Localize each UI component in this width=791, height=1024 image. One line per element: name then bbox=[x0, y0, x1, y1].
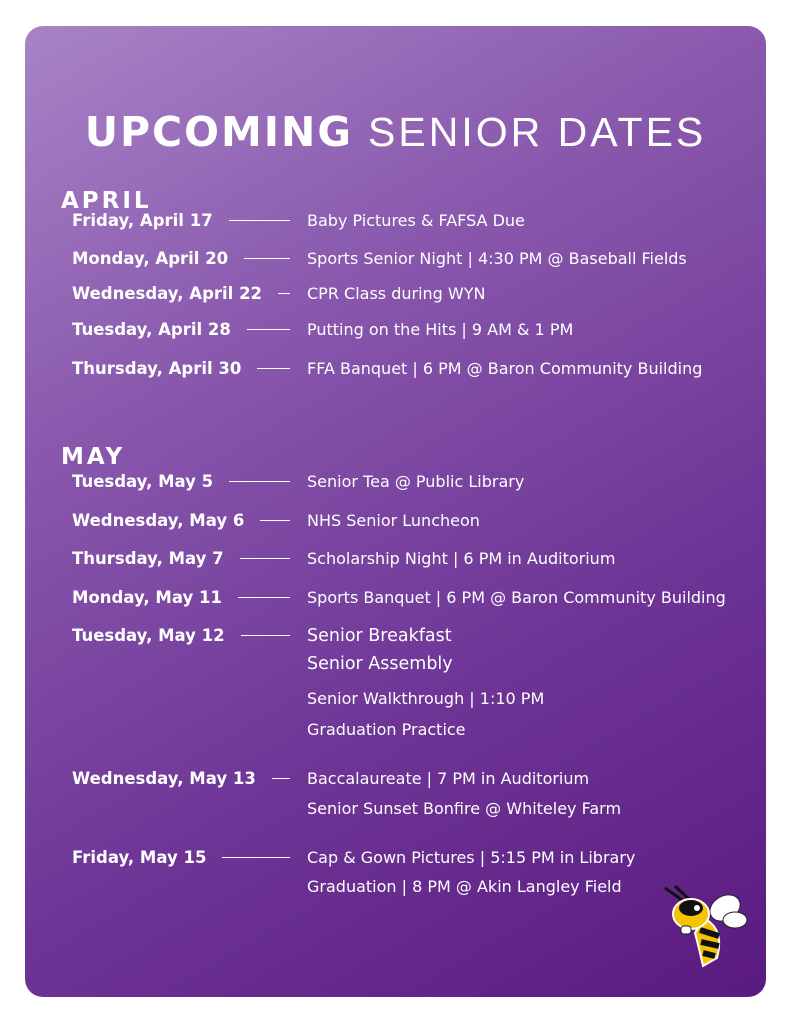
date-label: Friday, April 17 bbox=[72, 211, 213, 230]
event-description: Graduation Practice bbox=[307, 720, 466, 739]
yellow-jacket-mascot-icon bbox=[645, 878, 755, 974]
event-description: FFA Banquet | 6 PM @ Baron Community Building bbox=[307, 359, 703, 378]
event-date bbox=[72, 249, 290, 268]
date-label: Thursday, April 30 bbox=[72, 359, 242, 378]
event-date bbox=[72, 472, 290, 491]
connector-line bbox=[260, 520, 290, 521]
page-title bbox=[25, 108, 766, 156]
connector-line bbox=[257, 368, 290, 369]
connector-line bbox=[244, 258, 290, 259]
event-description: NHS Senior Luncheon bbox=[307, 511, 480, 530]
date-label: Monday, May 11 bbox=[72, 588, 222, 607]
date-label: Friday, May 15 bbox=[72, 848, 207, 867]
event-description: Senior Assembly bbox=[307, 654, 453, 674]
title-light: SENIOR DATES bbox=[368, 109, 707, 155]
date-label: Wednesday, May 6 bbox=[72, 511, 245, 530]
event-description: Putting on the Hits | 9 AM & 1 PM bbox=[307, 320, 574, 339]
event-description: Senior Tea @ Public Library bbox=[307, 472, 525, 491]
connector-line bbox=[222, 857, 290, 858]
event-description: Scholarship Night | 6 PM in Auditorium bbox=[307, 549, 616, 568]
event-date bbox=[72, 588, 290, 607]
event-date bbox=[72, 211, 290, 230]
event-description: CPR Class during WYN bbox=[307, 284, 486, 303]
event-date bbox=[72, 769, 290, 788]
event-date bbox=[72, 549, 290, 568]
event-description: Graduation | 8 PM @ Akin Langley Field bbox=[307, 877, 622, 896]
date-label: Tuesday, April 28 bbox=[72, 320, 231, 339]
event-description: Sports Banquet | 6 PM @ Baron Community Building bbox=[307, 588, 726, 607]
event-date bbox=[72, 359, 290, 378]
connector-line bbox=[229, 220, 290, 221]
date-label: Monday, April 20 bbox=[72, 249, 229, 268]
date-label: Tuesday, May 12 bbox=[72, 626, 225, 645]
connector-line bbox=[240, 558, 290, 559]
connector-line bbox=[238, 597, 290, 598]
date-label: Wednesday, April 22 bbox=[72, 284, 263, 303]
connector-line bbox=[247, 329, 290, 330]
connector-line bbox=[229, 481, 290, 482]
event-description: Cap & Gown Pictures | 5:15 PM in Library bbox=[307, 848, 636, 867]
connector-line bbox=[272, 778, 290, 779]
event-description: Senior Breakfast bbox=[307, 626, 452, 646]
event-date bbox=[72, 320, 290, 339]
event-description: Baccalaureate | 7 PM in Auditorium bbox=[307, 769, 590, 788]
event-description: Senior Walkthrough | 1:10 PM bbox=[307, 689, 545, 708]
event-description: Sports Senior Night | 4:30 PM @ Baseball Fields bbox=[307, 249, 687, 268]
title-bold: UPCOMING bbox=[84, 108, 353, 156]
event-description: Senior Sunset Bonfire @ Whiteley Farm bbox=[307, 799, 622, 818]
date-label: Thursday, May 7 bbox=[72, 549, 224, 568]
month-heading: MAY bbox=[61, 444, 126, 470]
event-date bbox=[72, 511, 290, 530]
event-date bbox=[72, 848, 290, 867]
connector-line bbox=[241, 635, 290, 636]
event-date bbox=[72, 626, 290, 645]
event-description: Baby Pictures & FAFSA Due bbox=[307, 211, 525, 230]
connector-line bbox=[278, 293, 290, 294]
event-date bbox=[72, 284, 290, 303]
schedule-card bbox=[25, 26, 766, 997]
date-label: Wednesday, May 13 bbox=[72, 769, 256, 788]
date-label: Tuesday, May 5 bbox=[72, 472, 214, 491]
month-heading: APRIL bbox=[61, 188, 152, 214]
